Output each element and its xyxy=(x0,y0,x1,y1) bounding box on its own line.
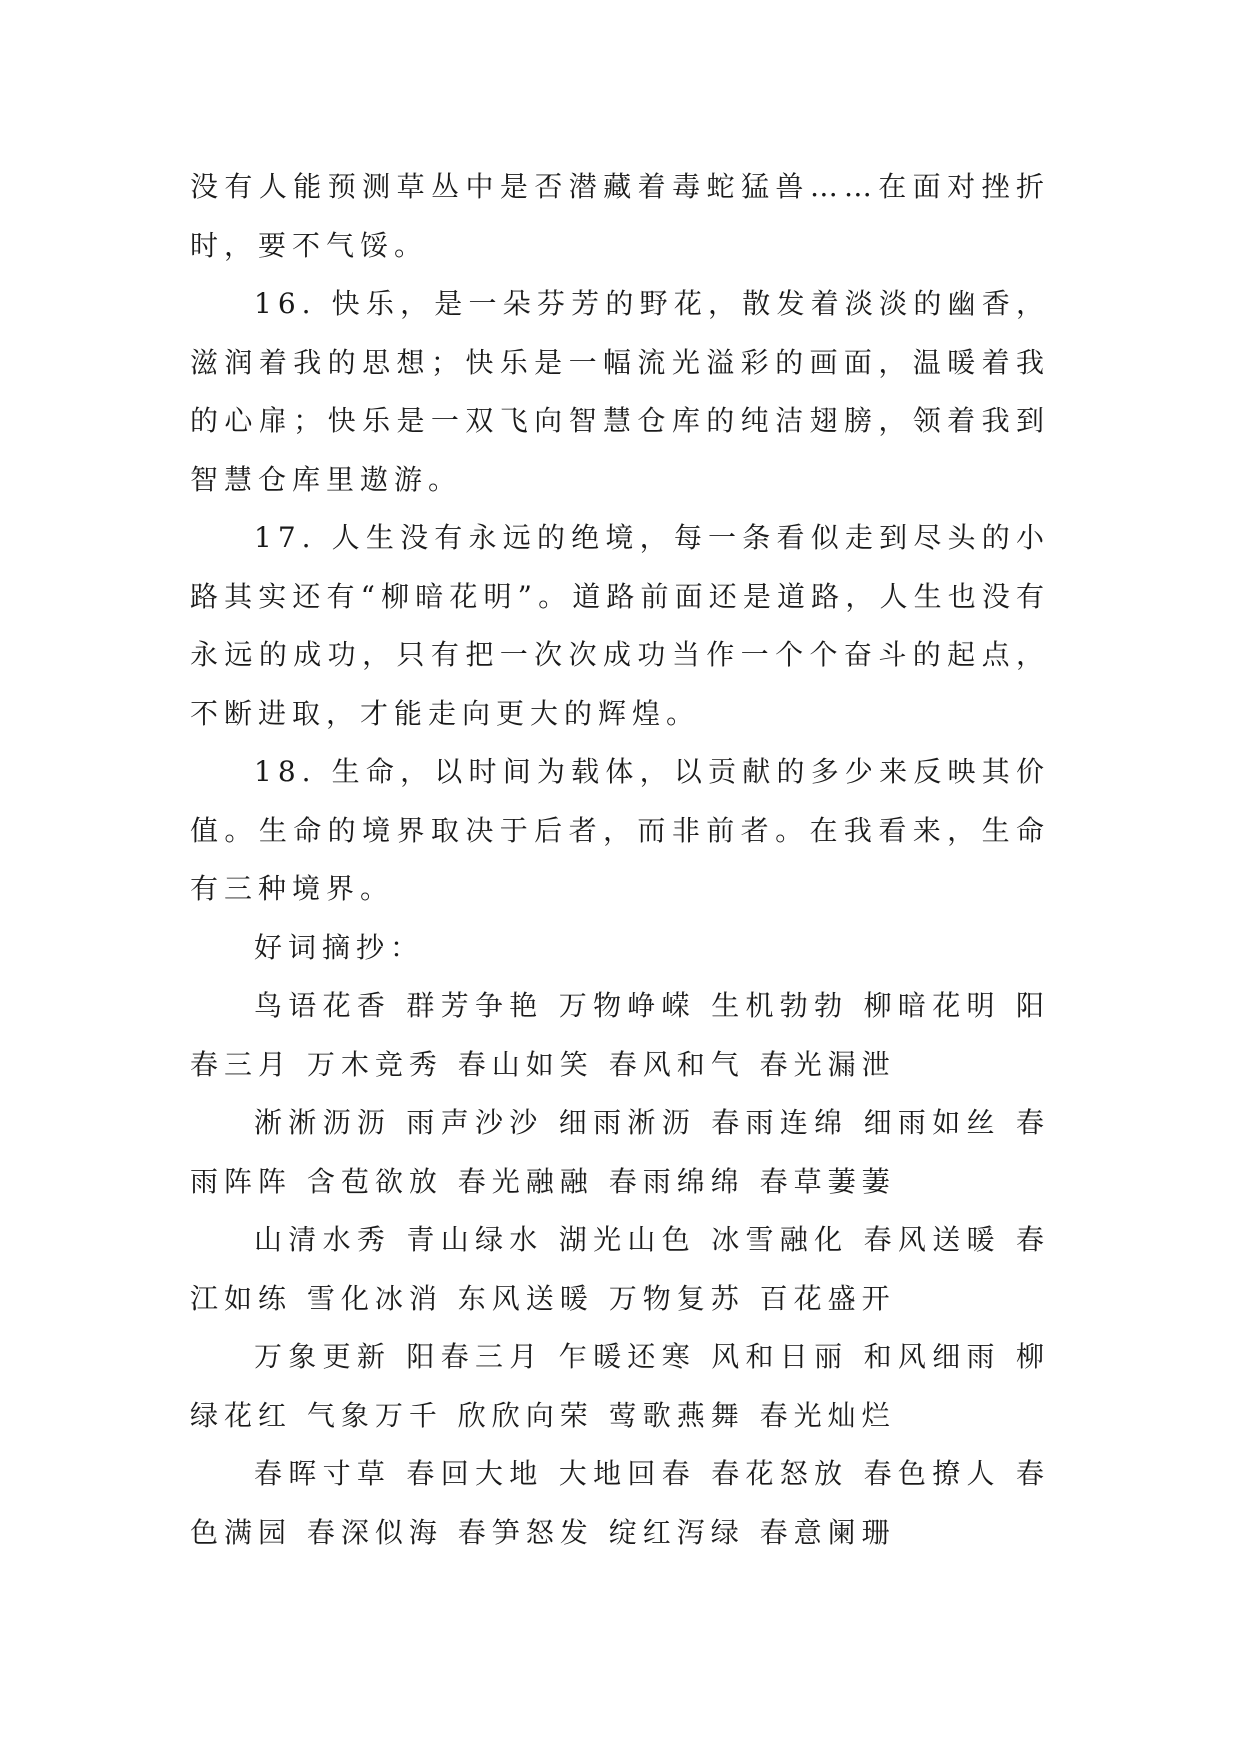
section-heading-good-words: 好词摘抄： xyxy=(254,930,425,964)
word-list-1: 鸟语花香 群芳争艳 万物峥嵘 生机勃勃 柳暗花明 阳春三月 万木竞秀 春山如笑 春风和气 春光漏泄 xyxy=(190,989,1050,1081)
paragraph-continuation: 没有人能预测草丛中是否潜藏着毒蛇猛兽……在面对挫折时，要不气馁。 xyxy=(190,170,1050,262)
document-page xyxy=(190,158,1050,1562)
paragraph-item-17: 17. 人生没有永远的绝境，每一条看似走到尽头的小路其实还有“柳暗花明”。道路前面还是道路，人生也没有永远的成功，只有把一次次成功当作一个个奋斗的起点，不断进取，才能走向更大的辉煌。 xyxy=(190,521,1050,730)
paragraph-item-16: 16. 快乐，是一朵芬芳的野花，散发着淡淡的幽香，滋润着我的思想；快乐是一幅流光溢彩的画面，温暖着我的心扉；快乐是一双飞向智慧仓库的纯洁翅膀，领着我到智慧仓库里遨游。 xyxy=(190,287,1050,496)
paragraph-item-18: 18. 生命，以时间为载体，以贡献的多少来反映其价值。生命的境界取决于后者，而非前者。在我看来，生命有三种境界。 xyxy=(190,755,1050,905)
word-list-5: 春晖寸草 春回大地 大地回春 春花怒放 春色撩人 春色满园 春深似海 春笋怒发 绽红泻绿 春意阑珊 xyxy=(190,1457,1050,1549)
word-list-2: 淅淅沥沥 雨声沙沙 细雨淅沥 春雨连绵 细雨如丝 春雨阵阵 含苞欲放 春光融融 春雨绵绵 春草萋萋 xyxy=(190,1106,1050,1198)
word-list-4: 万象更新 阳春三月 乍暖还寒 风和日丽 和风细雨 柳绿花红 气象万千 欣欣向荣 莺歌燕舞 春光灿烂 xyxy=(190,1340,1050,1432)
word-list-3: 山清水秀 青山绿水 湖光山色 冰雪融化 春风送暖 春江如练 雪化冰消 东风送暖 万物复苏 百花盛开 xyxy=(190,1223,1050,1315)
